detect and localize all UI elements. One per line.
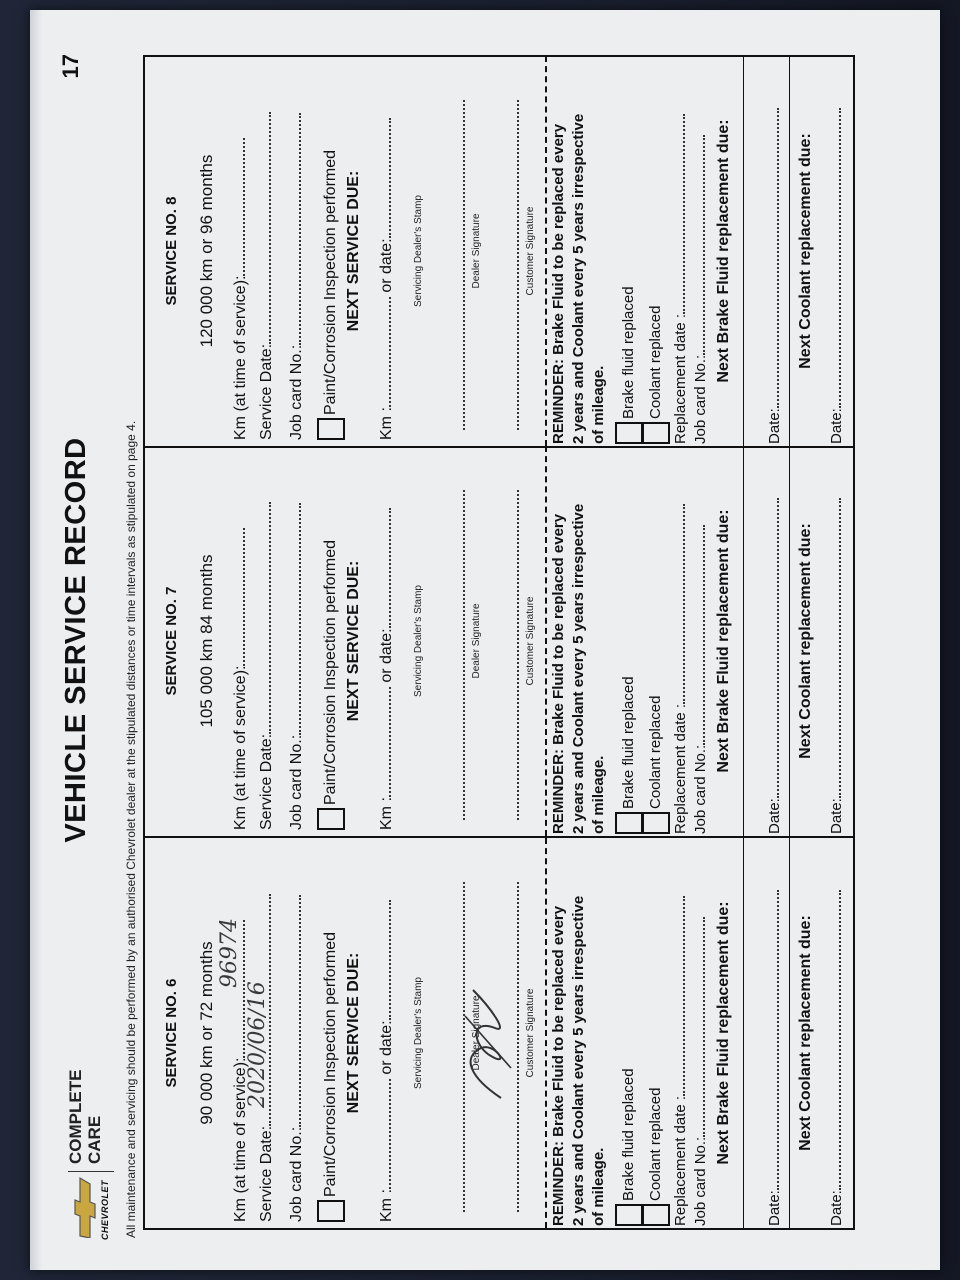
reminder-line-1: REMINDER: Brake Fluid to be replaced every (550, 513, 567, 834)
brake-replaced-label: Brake fluid replaced (619, 286, 637, 419)
service-title: SERVICE NO. 8 (163, 196, 180, 306)
km-at-service-label: Km (at time of service): (232, 665, 249, 830)
km-label: Km : (378, 407, 395, 440)
job-card-2-label: Job card No.: (692, 354, 709, 444)
brake-replaced-label: Brake fluid replaced (619, 1068, 637, 1201)
km-label: Km : (378, 1189, 395, 1222)
dealer-stamp-label: Servicing Dealer's Stamp (413, 585, 424, 697)
job-card-2-row (691, 917, 709, 1226)
km-at-service-label: Km (at time of service): (232, 275, 249, 440)
service-title: SERVICE NO. 6 (163, 978, 180, 1088)
divider (789, 838, 790, 1228)
next-km-row (377, 900, 396, 1222)
dealer-stamp-label: Servicing Dealer's Stamp (413, 195, 424, 307)
customer-signature-line (517, 100, 519, 430)
service-date-row (257, 112, 276, 440)
reminder-line-1: REMINDER: Brake Fluid to be replaced every (550, 905, 567, 1226)
paint-inspection-row (317, 540, 345, 830)
or-date-label: or date: (378, 628, 395, 683)
paint-label: Paint/Corrosion Inspection performed (322, 149, 340, 415)
service-date-label: Service Date: (258, 733, 275, 830)
next-km-row (377, 508, 396, 830)
reminder-line-2: 2 years and Coolant every 5 years irrespective (570, 113, 587, 444)
coolant-replaced-row (642, 1088, 670, 1226)
brake-date-row (765, 890, 783, 1226)
next-service-due: NEXT SERVICE DUE: (345, 560, 362, 722)
brake-date-row (765, 498, 783, 834)
brand-care: CARE (85, 1115, 104, 1164)
coolant-checkbox[interactable] (642, 1204, 670, 1226)
reminder-text (545, 838, 609, 1228)
divider (789, 446, 790, 836)
brake-checkbox[interactable] (615, 1204, 643, 1226)
next-service-due: NEXT SERVICE DUE: (345, 170, 362, 332)
divider (743, 56, 744, 446)
handwritten-date: 2020/06/16 (245, 981, 270, 1108)
paint-inspection-row (317, 150, 345, 440)
customer-signature-label: Customer Signature (525, 206, 536, 296)
date-label: Date: (828, 1190, 845, 1226)
brake-replaced-row (615, 1068, 643, 1226)
service-column-6 (145, 838, 853, 1228)
or-date-label: or date: (378, 1020, 395, 1075)
intro-text: All maintenance and servicing should be performed by an authorised Chevrolet dealer at the stipulated distances or time intervals as stipulated on page 4. (124, 420, 138, 1238)
job-card-2-label: Job card No.: (692, 1136, 709, 1226)
coolant-replaced-row (642, 696, 670, 834)
reminder-text (545, 56, 609, 446)
brake-checkbox[interactable] (615, 422, 643, 444)
reminder-line-2: 2 years and Coolant every 5 years irrespective (570, 895, 587, 1226)
km-at-service-row (231, 138, 250, 440)
job-card-2-label: Job card No.: (692, 744, 709, 834)
date-label: Date: (828, 798, 845, 834)
coolant-date-row (827, 108, 845, 444)
next-brake-due: Next Brake Fluid replacement due: (715, 901, 732, 1165)
service-table (143, 55, 855, 1230)
date-label: Date: (828, 408, 845, 444)
job-card-label: Job card No.: (288, 344, 305, 440)
km-at-service-row (231, 528, 250, 830)
reminder-line-3: of mileage. (590, 365, 607, 444)
reminder-text (545, 446, 609, 836)
dealer-signature-line (463, 490, 465, 820)
brake-date-row (765, 108, 783, 444)
service-interval: 105 000 km 84 months (197, 554, 216, 728)
reminder-line-1: REMINDER: Brake Fluid to be replaced every (550, 123, 567, 444)
next-coolant-due: Next Coolant replacement due: (797, 523, 814, 759)
service-interval: 120 000 km or 96 months (197, 154, 216, 348)
date-label: Date: (766, 1190, 783, 1226)
divider (743, 838, 744, 1228)
dealer-signature-line (463, 100, 465, 430)
job-card-label: Job card No.: (288, 734, 305, 830)
reminder-line-3: of mileage. (590, 1147, 607, 1226)
service-interval: 90 000 km or 72 months (197, 941, 216, 1125)
dealer-signature-label: Dealer Signature (471, 603, 482, 679)
coolant-checkbox[interactable] (642, 422, 670, 444)
or-date-label: or date: (378, 238, 395, 293)
divider (789, 56, 790, 446)
replacement-date-row (671, 114, 689, 444)
km-label: Km : (378, 797, 395, 830)
reminder-line-2: 2 years and Coolant every 5 years irrespective (570, 503, 587, 834)
divider (743, 446, 744, 836)
next-service-due: NEXT SERVICE DUE: (345, 952, 362, 1114)
brake-replaced-row (615, 286, 643, 444)
next-brake-due: Next Brake Fluid replacement due: (715, 509, 732, 773)
date-label: Date: (766, 798, 783, 834)
handwritten-signature (451, 968, 521, 1108)
service-date-label: Service Date: (258, 1125, 275, 1222)
km-at-service-label: Km (at time of service): (232, 1057, 249, 1222)
customer-signature-label: Customer Signature (525, 988, 536, 1078)
job-card-2-row (691, 525, 709, 834)
dealer-stamp-label: Servicing Dealer's Stamp (413, 977, 424, 1089)
customer-signature-line (517, 490, 519, 820)
paint-inspection-row (317, 932, 345, 1222)
paint-checkbox[interactable] (317, 808, 345, 830)
next-coolant-due: Next Coolant replacement due: (797, 133, 814, 369)
service-record-document (40, 40, 880, 1240)
job-card-row (287, 113, 306, 440)
replacement-date-row (671, 504, 689, 834)
next-km-row (377, 118, 396, 440)
service-date-row (257, 502, 276, 830)
coolant-date-row (827, 890, 845, 1226)
paint-label: Paint/Corrosion Inspection performed (322, 539, 340, 805)
handwritten-km: 96974 (217, 918, 242, 988)
date-label: Date: (766, 408, 783, 444)
brake-replaced-label: Brake fluid replaced (619, 676, 637, 809)
paint-checkbox[interactable] (317, 418, 345, 440)
service-date-label: Service Date: (258, 343, 275, 440)
replacement-date-label: Replacement date : (672, 1095, 689, 1226)
brake-checkbox[interactable] (615, 812, 643, 834)
dealer-signature-label: Dealer Signature (471, 995, 482, 1071)
paint-checkbox[interactable] (317, 1200, 345, 1222)
service-title: SERVICE NO. 7 (163, 586, 180, 696)
coolant-replaced-label: Coolant replaced (646, 305, 664, 419)
coolant-replaced-label: Coolant replaced (646, 695, 664, 809)
coolant-date-row (827, 498, 845, 834)
job-card-label: Job card No.: (288, 1126, 305, 1222)
paint-label: Paint/Corrosion Inspection performed (322, 931, 340, 1197)
job-card-row (287, 895, 306, 1222)
job-card-2-row (691, 135, 709, 444)
coolant-replaced-row (642, 306, 670, 444)
page-title: VEHICLE SERVICE RECORD (60, 437, 92, 843)
replacement-date-row (671, 896, 689, 1226)
service-column-8 (145, 56, 853, 448)
customer-signature-label: Customer Signature (525, 596, 536, 686)
brake-replaced-row (615, 676, 643, 834)
coolant-checkbox[interactable] (642, 812, 670, 834)
service-column-7 (145, 446, 853, 838)
brand-chevrolet-text: CHEVROLET (100, 1179, 110, 1240)
replacement-date-label: Replacement date : (672, 703, 689, 834)
job-card-row (287, 503, 306, 830)
page-number: 17 (58, 54, 83, 79)
brand-complete: COMPLETE (66, 1069, 85, 1164)
next-brake-due: Next Brake Fluid replacement due: (715, 119, 732, 383)
dealer-signature-label: Dealer Signature (471, 213, 482, 289)
replacement-date-label: Replacement date : (672, 313, 689, 444)
reminder-line-3: of mileage. (590, 755, 607, 834)
coolant-replaced-label: Coolant replaced (646, 1087, 664, 1201)
next-coolant-due: Next Coolant replacement due: (797, 915, 814, 1151)
